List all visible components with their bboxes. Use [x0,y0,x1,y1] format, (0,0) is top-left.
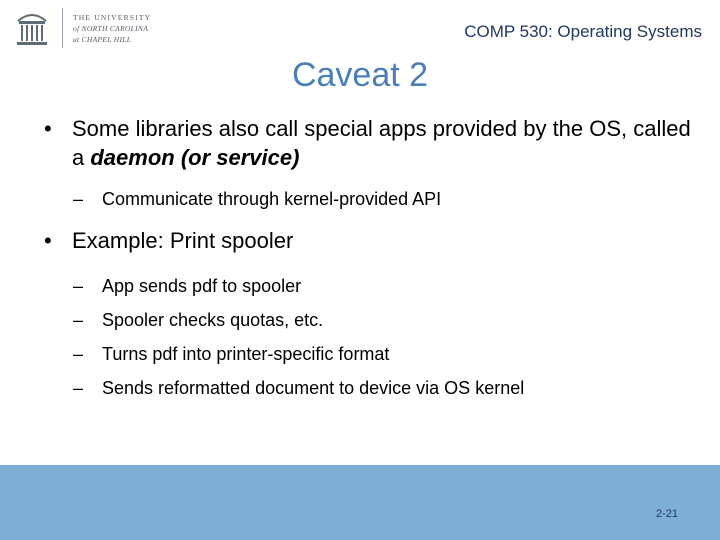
bullet-2-sub-3 [44,337,694,371]
logo-line-2: of NORTH CAROLINA [73,23,149,33]
slide-title: Caveat 2 [291,56,429,94]
bullet-2-sub-2-text: Spooler checks quotas, etc. [102,310,324,330]
bullet-2-text: Example: Print spooler [72,228,294,253]
bullet-2-sub-1 [44,269,694,303]
bullet-1-sub [44,186,694,212]
logo-line-1: THE UNIVERSITY [73,12,152,22]
bullet-1-text: Some libraries also call special apps provided by the OS, called a [72,116,691,170]
page-number: 2-21 [655,508,678,520]
bullet-2-sublist [44,269,694,405]
bullet-2 [44,226,694,255]
bullet-dot-icon: • [44,116,52,141]
dash-icon: – [73,276,84,296]
logo-line-3: at CHAPEL HILL [73,34,132,44]
footer-band [0,465,720,540]
dash-icon: – [73,310,84,330]
bullet-1-emphasis: daemon (or service) [90,145,300,170]
university-wordmark [73,12,151,45]
dash-icon: – [73,344,84,364]
slide-content [44,114,694,405]
university-logo [14,6,151,50]
old-well-icon [14,7,50,49]
bullet-2-sub-2 [44,303,694,337]
logo-divider [62,8,63,48]
dash-icon: – [73,189,84,209]
bullet-2-sub-3-text: Turns pdf into printer-specific format [102,344,390,364]
bullet-dot-icon: • [44,228,52,253]
bullet-2-sub-4-text: Sends reformatted document to device via OS kernel [102,378,525,398]
bullet-2-sub-4 [44,371,694,405]
bullet-1-sub-text: Communicate through kernel-provided API [102,189,442,209]
course-title: COMP 530: Operating Systems [464,22,702,41]
bullet-2-sub-1-text: App sends pdf to spooler [102,276,302,296]
bullet-1 [44,114,694,172]
dash-icon: – [73,378,84,398]
